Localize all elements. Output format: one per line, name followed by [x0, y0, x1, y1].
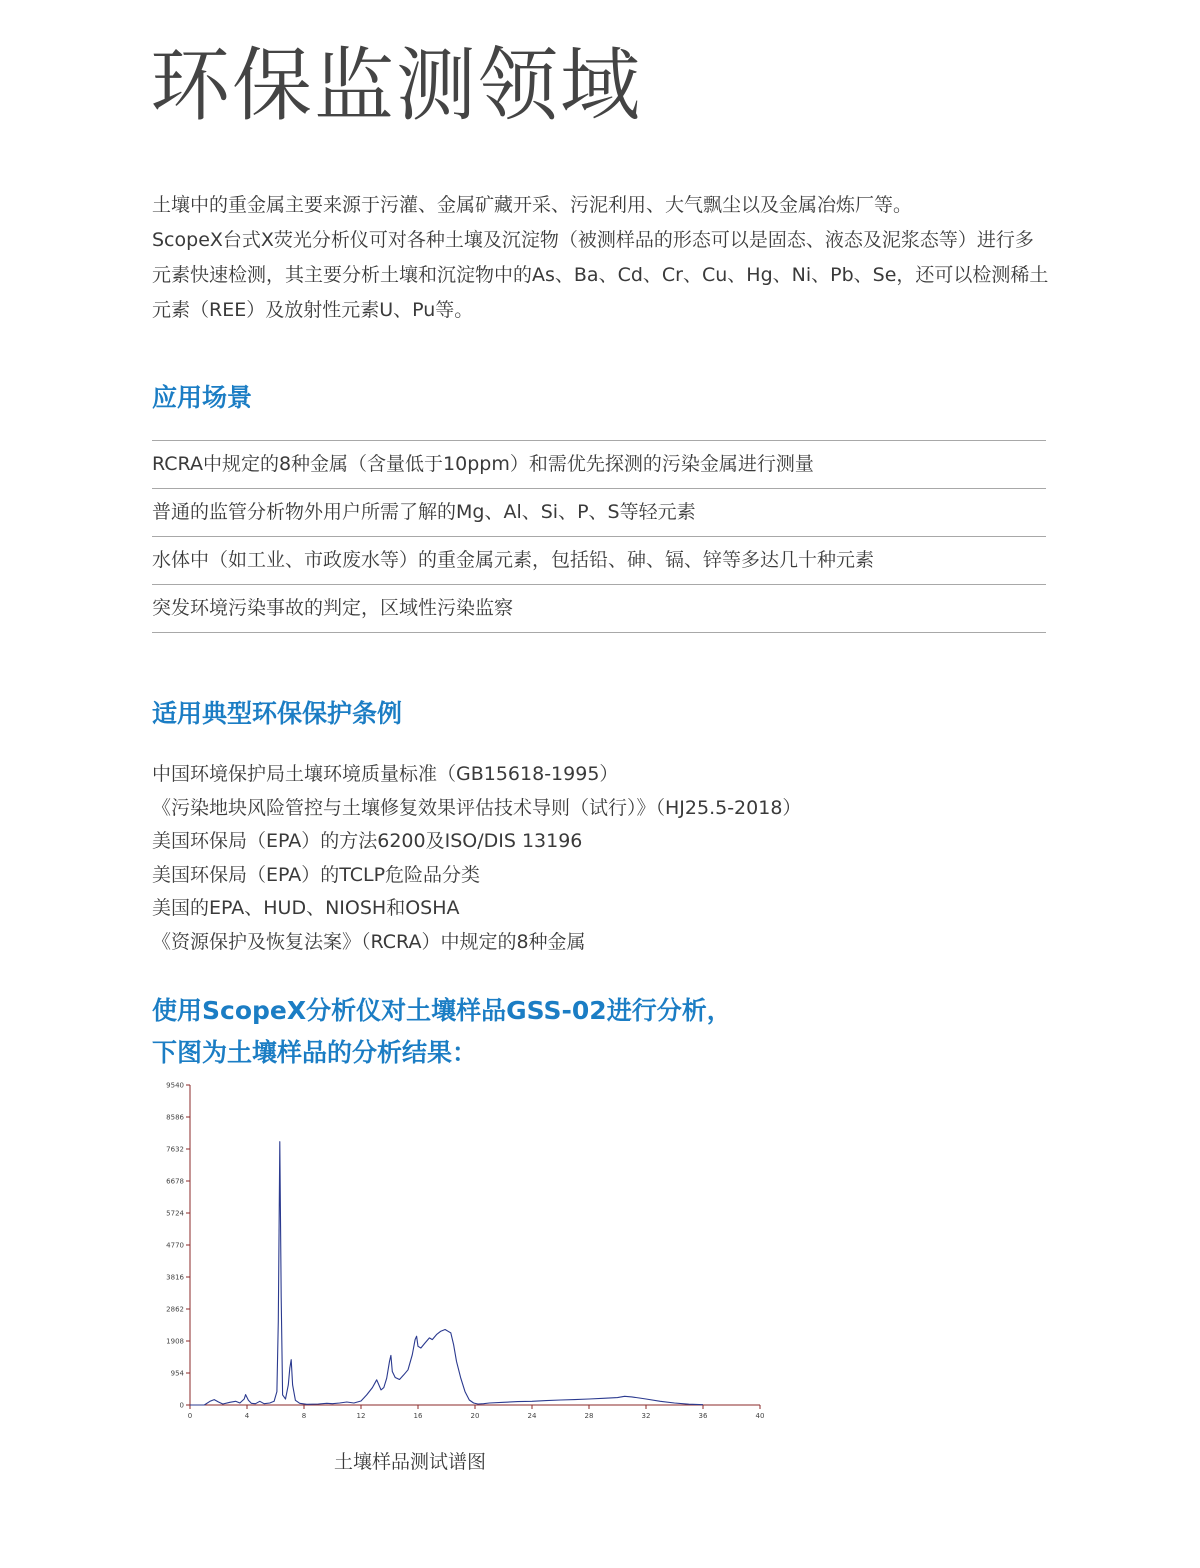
- scenario-item: 普通的监管分析物外用户所需了解的Mg、Al、Si、P、S等轻元素: [152, 489, 1046, 537]
- y-tick-label: 7632: [166, 1145, 184, 1154]
- spectrum-chart: [140, 1075, 780, 1425]
- analysis-heading-line-2: 下图为土壤样品的分析结果：: [152, 1038, 478, 1067]
- regulation-item: 中国环境保护局土壤环境质量标准（GB15618-1995）: [152, 763, 619, 785]
- analysis-heading-line-1: 使用ScopeX分析仪对土壤样品GSS-02进行分析，: [152, 996, 732, 1025]
- y-tick-label: 4770: [166, 1241, 184, 1250]
- y-tick-label: 0: [179, 1401, 184, 1410]
- intro-paragraph-2: ScopeX台式X荧光分析仪可对各种土壤及沉淀物（被测样品的形态可以是固态、液态及泥浆态等）进行多元素快速检测，其主要分析土壤和沉淀物中的As、Ba、Cd、Cr、Cu、Hg、Ni、Pb、Se，还可以检测稀土元素（REE）及放射性元素U、Pu等。: [152, 229, 1049, 321]
- scenarios-heading: 应用场景: [152, 383, 253, 412]
- y-tick-label: 9540: [166, 1081, 184, 1090]
- spectrum-chart-container: [140, 1075, 780, 1425]
- x-tick-label: 12: [356, 1412, 366, 1420]
- scenario-item: 水体中（如工业、市政废水等）的重金属元素，包括铅、砷、镉、锌等多达几十种元素: [152, 537, 1046, 585]
- regulations-heading: 适用典型环保保护条例: [152, 699, 403, 728]
- intro-paragraph-1: 土壤中的重金属主要来源于污灌、金属矿藏开采、污泥利用、大气飘尘以及金属冶炼厂等。: [152, 194, 913, 216]
- page-title: 环保监测领域: [150, 39, 642, 132]
- y-tick-label: 1908: [166, 1337, 184, 1346]
- scenario-item: 突发环境污染事故的判定，区域性污染监察: [152, 585, 1046, 633]
- x-tick-label: 8: [301, 1412, 307, 1420]
- regulations-list: [152, 758, 801, 959]
- x-tick-label: 36: [698, 1412, 708, 1420]
- spectrum-line: [190, 1142, 703, 1405]
- x-tick-label: 4: [244, 1412, 250, 1420]
- x-tick-label: 16: [413, 1412, 423, 1420]
- regulation-item: 美国环保局（EPA）的TCLP危险品分类: [152, 863, 481, 886]
- y-tick-label: 3816: [166, 1273, 184, 1282]
- x-tick-label: 32: [641, 1412, 651, 1420]
- scenario-item: RCRA中规定的8种金属（含量低于10ppm）和需优先探测的污染金属进行测量: [152, 441, 1046, 489]
- scenarios-list: [152, 440, 1046, 633]
- x-tick-label: 20: [470, 1412, 480, 1420]
- regulation-item: 《污染地块风险管控与土壤修复效果评估技术导则（试行）》（HJ25.5-2018）: [152, 796, 802, 819]
- x-tick-label: 40: [755, 1412, 765, 1420]
- y-tick-label: 5724: [166, 1209, 184, 1218]
- regulation-item: 《资源保护及恢复法案》（RCRA）中规定的8种金属: [152, 930, 586, 953]
- y-tick-label: 6678: [166, 1177, 184, 1186]
- chart-caption: 土壤样品测试谱图: [333, 1451, 486, 1473]
- analysis-heading: [152, 990, 732, 1074]
- y-tick-label: 8586: [166, 1113, 184, 1122]
- x-tick-label: 28: [584, 1412, 594, 1420]
- y-tick-label: 954: [170, 1369, 184, 1378]
- regulation-item: 美国环保局（EPA）的方法6200及ISO/DIS 13196: [152, 830, 583, 852]
- x-tick-label: 24: [527, 1412, 537, 1420]
- x-tick-label: 0: [187, 1412, 193, 1420]
- regulation-item: 美国的EPA、HUD、NIOSH和OSHA: [152, 897, 460, 919]
- y-tick-label: 2862: [166, 1305, 184, 1314]
- intro-section: [152, 188, 1052, 328]
